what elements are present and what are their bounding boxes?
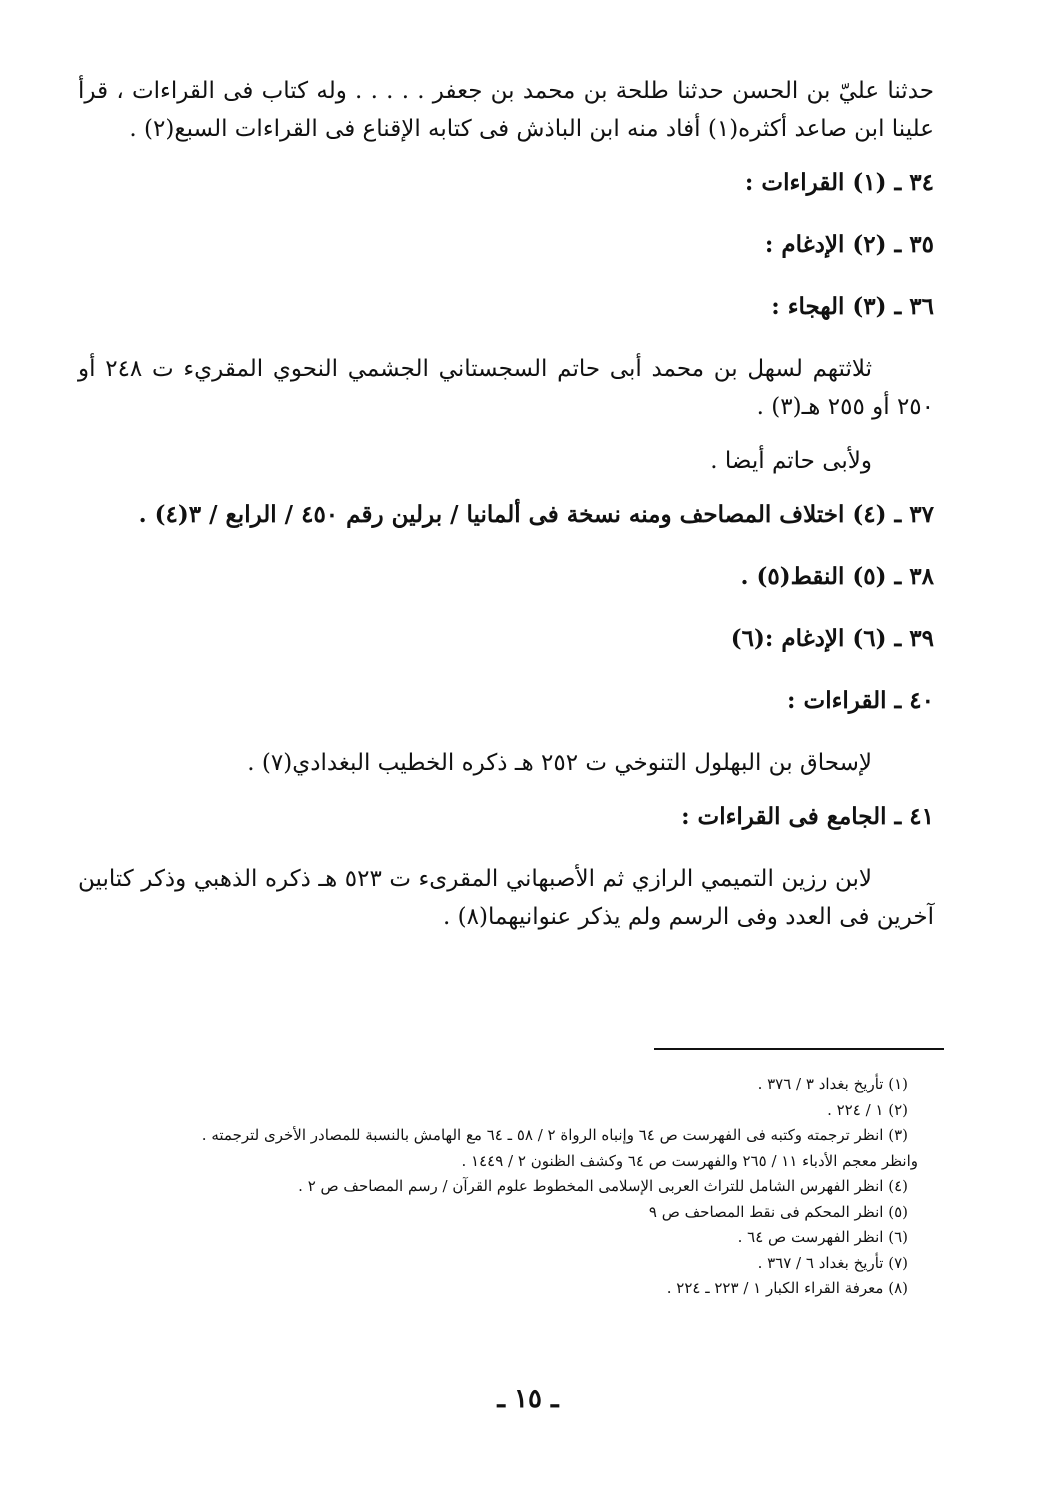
entry-38: ٣٨ ـ (٥) النقط(٥) . <box>740 563 934 590</box>
footnote-2: (٢) ١ / ٢٢٤ . <box>827 1100 908 1119</box>
page-number: ـ ١٥ ـ <box>497 1384 559 1414</box>
abi-hatim-paragraph: ولأبى حاتم أيضا . <box>710 448 872 474</box>
footnote-6: (٦) انظر الفهرست ص ٦٤ . <box>737 1228 908 1246</box>
footnote-7: (٧) تأريخ بغداد ٦ / ٣٦٧ . <box>757 1253 908 1272</box>
entry-36: ٣٦ ـ (٣) الهجاء : <box>771 293 934 320</box>
sahl-paragraph: ثلاثتهم لسهل بن محمد أبى حاتم السجستاني الجشمي النحوي المقريء ت ٢٤٨ أو ٢٥٠ أو ٢٥٥ هـ(٣) . <box>78 356 934 420</box>
footnote-5: (٥) انظر المحكم فى نقط المصاحف ص ٩ <box>648 1202 908 1221</box>
intro-paragraph: حدثنا عليّ بن الحسن حدثنا طلحة بن محمد بن جعفر . . . . . وله كتاب فى القراءات ، قرأ علينا ابن صاعد أكثره(١) أفاد منه ابن الباذش فى كتابه الإقناع فى القراءات السبع(٢) . <box>78 78 934 142</box>
footnote-1: (١) تأريخ بغداد ٣ / ٣٧٦ . <box>757 1075 908 1093</box>
entry-40: ٤٠ ـ القراءات : <box>787 687 934 714</box>
main-text <box>78 72 934 952</box>
entry-37: ٣٧ ـ (٤) اختلاف المصاحف ومنه نسخة فى ألمانيا / برلين رقم ٤٥٠ / الرابع / ٣(٤) . <box>138 501 934 528</box>
entry-34: ٣٤ ـ (١) القراءات : <box>744 169 934 196</box>
footnote-3: (٣) انظر ترجمته وكتبه فى الفهرست ص ٦٤ وإنباه الرواة ٢ / ٥٨ ـ ٦٤ مع الهامش بالنسبة للمصادر الأخرى لترجمته . <box>201 1126 908 1144</box>
entry-39: ٣٩ ـ (٦) الإدغام :(٦) <box>730 625 934 652</box>
footnote-divider <box>654 1048 944 1050</box>
ishaq-paragraph: لإسحاق بن البهلول التنوخي ت ٢٥٢ هـ ذكره الخطيب البغدادي(٧) . <box>247 750 872 776</box>
entry-35: ٣٥ ـ (٢) الإدغام : <box>764 231 934 258</box>
footnotes <box>100 1072 918 1302</box>
entry-41: ٤١ ـ الجامع فى القراءات : <box>681 803 934 830</box>
footnote-4: (٤) انظر الفهرس الشامل للتراث العربى الإسلامى المخطوط علوم القرآن / رسم المصاحف ص ٢ . <box>298 1177 908 1195</box>
razin-paragraph: لابن رزين التميمي الرازي ثم الأصبهاني المقرىء ت ٥٢٣ هـ ذكره الذهبي وذكر كتابين آخرين فى العدد وفى الرسم ولم يذكر عنوانيهما(٨) . <box>78 866 934 930</box>
footnote-3-continued: وانظر معجم الأدباء ١١ / ٢٦٥ والفهرست ص ٦٤ وكشف الظنون ٢ / ١٤٤٩ . <box>461 1151 918 1170</box>
footnote-8: (٨) معرفة القراء الكبار ١ / ٢٢٣ ـ ٢٢٤ . <box>666 1279 908 1297</box>
